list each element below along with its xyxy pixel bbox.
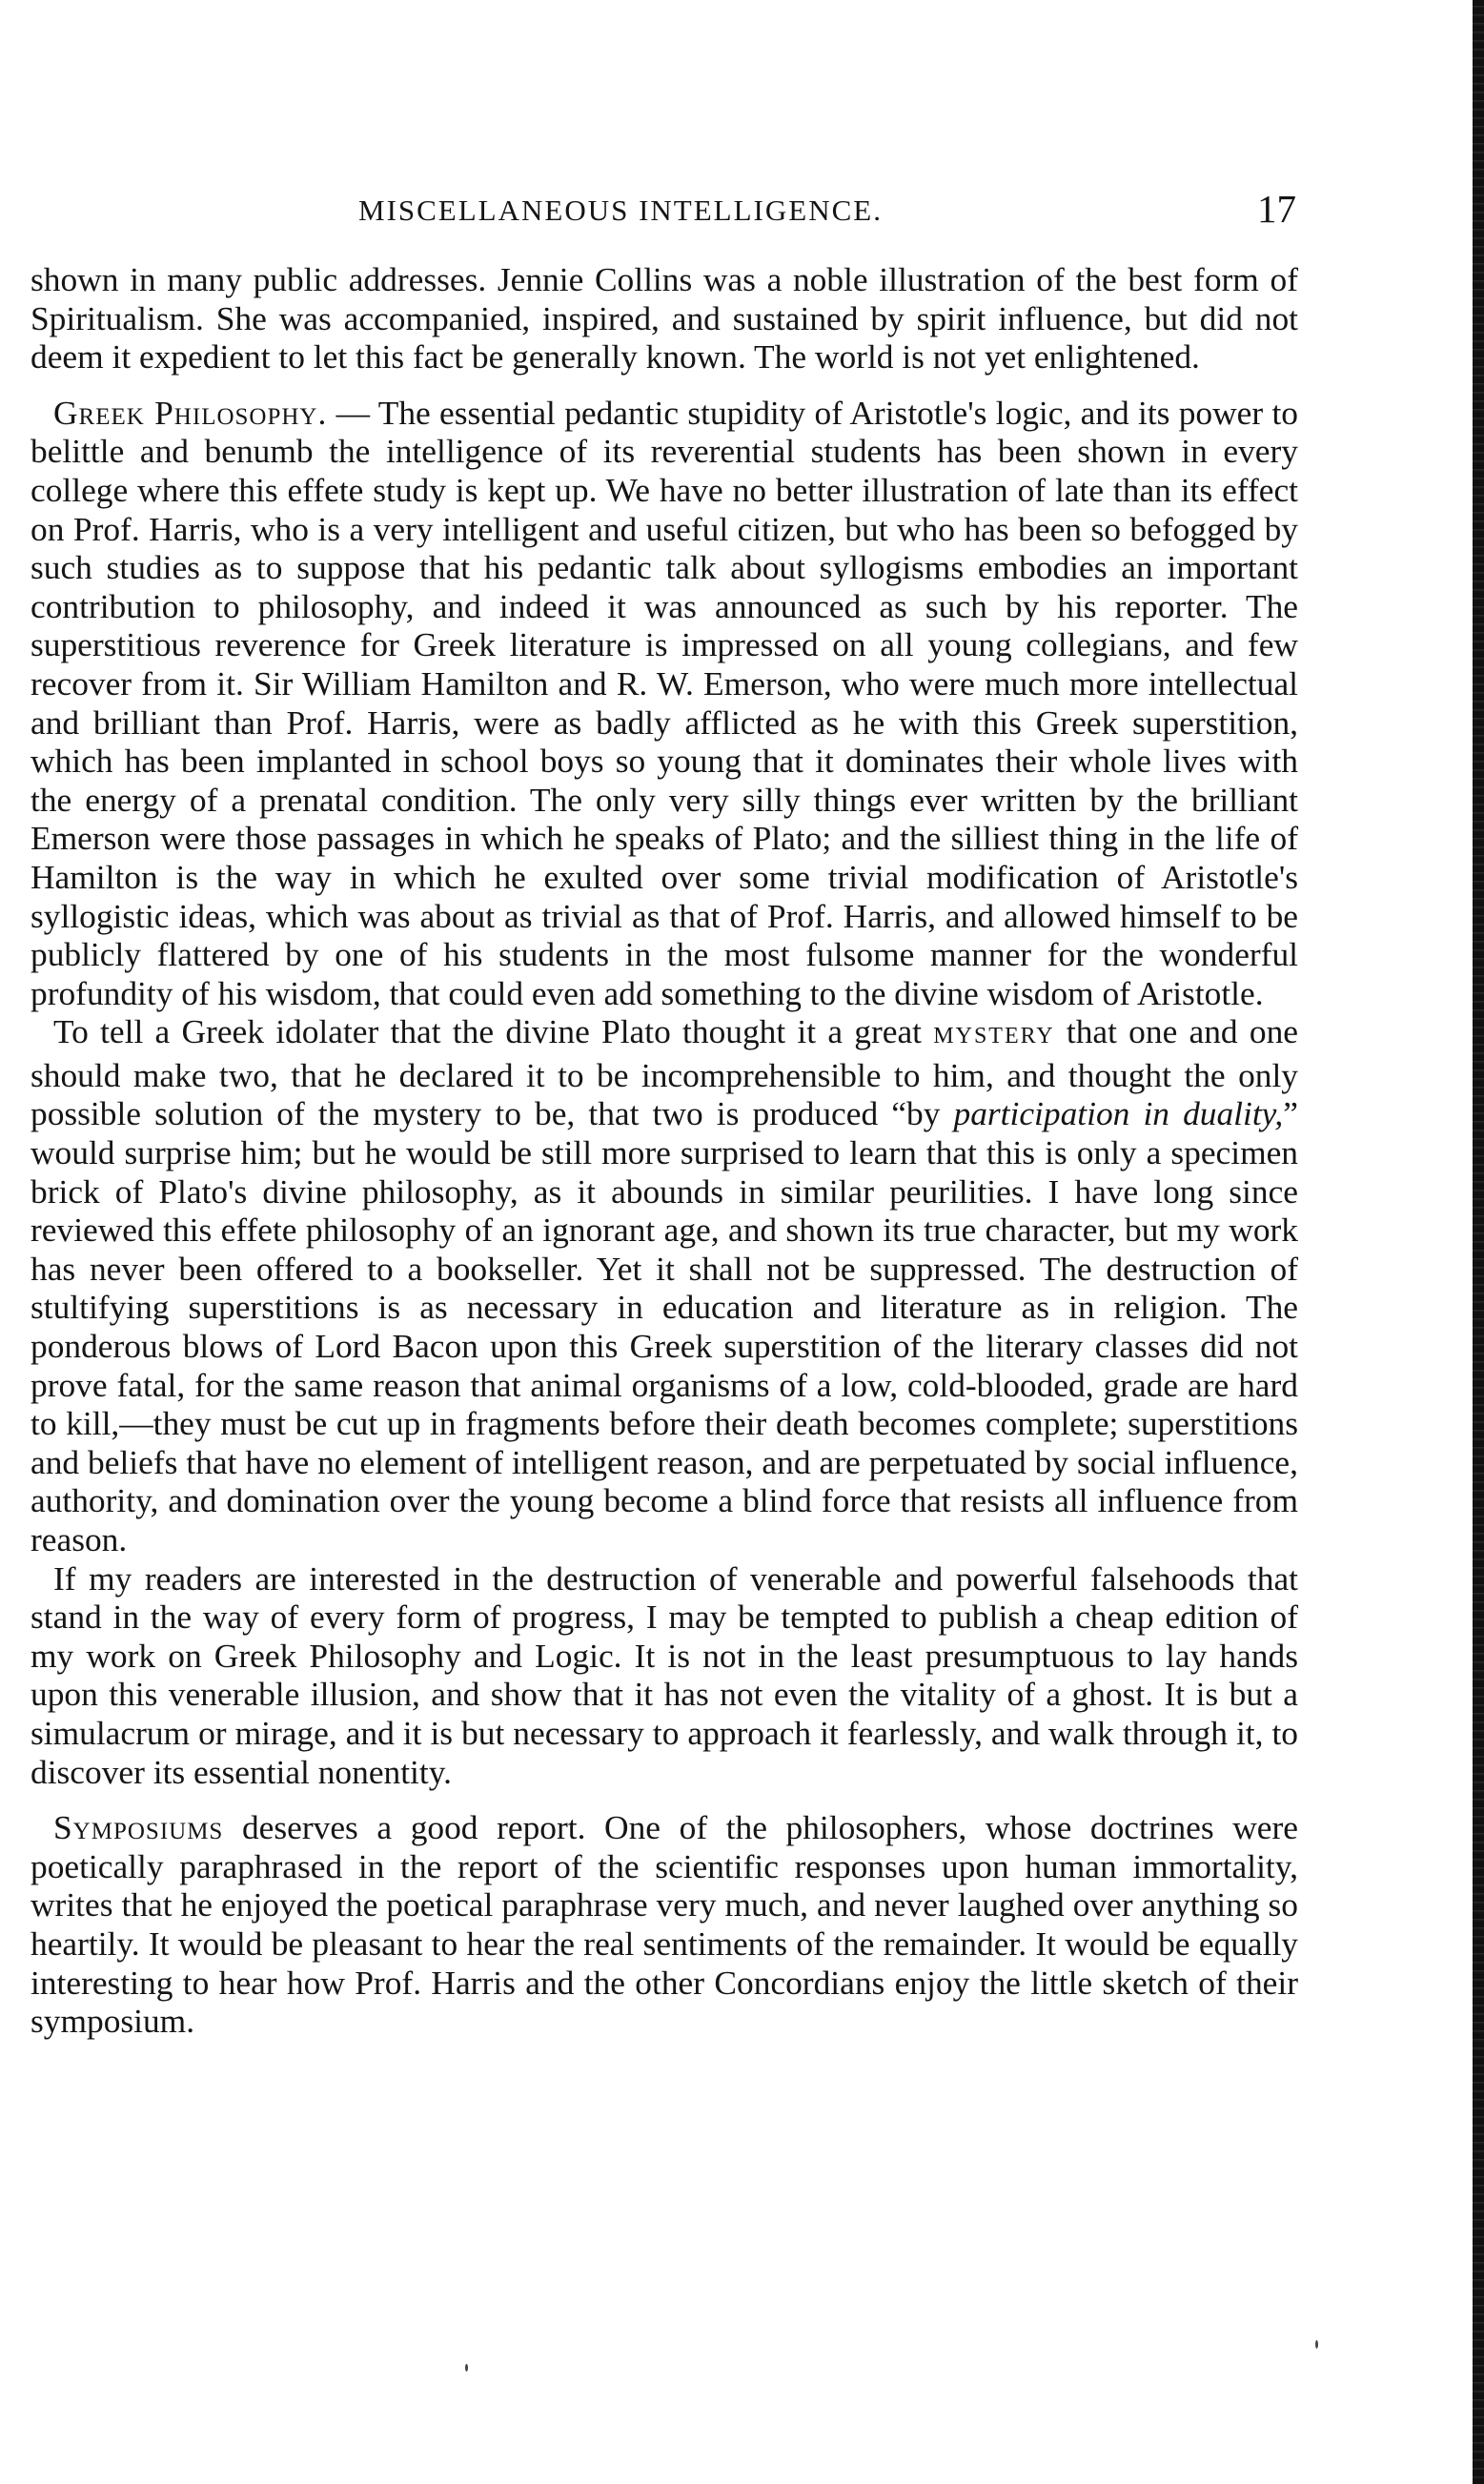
paragraph-text: To tell a Greek idolater that the divine Plato thought it a great bbox=[53, 1012, 934, 1051]
page-number: 17 bbox=[1257, 187, 1296, 231]
section-heading-symposiums: Symposiums bbox=[53, 1808, 224, 1847]
section-heading-greek-philosophy: Greek Philosophy. bbox=[53, 393, 328, 432]
paragraph-jennie-collins: shown in many public addresses. Jennie Collins was a noble illustration of the best form of Spiritualism. She was accompanied, inspired, and sustained by spirit influence, but did not deem it expedient to let this fact be generally known. The world is not yet enlightened. bbox=[30, 260, 1298, 377]
paragraph-symposiums bbox=[30, 1808, 1298, 2041]
paragraph-greek-idolater bbox=[30, 1012, 1298, 1558]
running-head: MISCELLANEOUS INTELLIGENCE. bbox=[358, 193, 883, 227]
page-header bbox=[30, 186, 1298, 235]
paragraph-text: that one and one should make two, that he declared it to be incomprehensible to him, and thought the only possible solution of the mystery to be, that two is produced “by bbox=[30, 1012, 1298, 1133]
page-edge-shadow bbox=[1473, 0, 1484, 2484]
paragraph-readers: If my readers are interested in the destruction of venerable and powerful falsehoods that stand in the way of every form of progress, I may be tempted to publish a cheap edition of my work on Greek Philosophy and Logic. It is not in the least presumptuous to lay hands upon this venerable illusion, and show that it has not even the vitality of a ghost. It is but a simulacrum or mirage, and it is but necessary to approach it fearlessly, and walk through it, to discover its essential nonentity. bbox=[30, 1558, 1298, 1791]
heading-dash: — bbox=[327, 393, 378, 432]
print-speck bbox=[1315, 2340, 1318, 2349]
emphasis-mystery: MYSTERY bbox=[933, 1024, 1055, 1049]
paragraph-text: ” would surprise him; but he would be still more surprised to learn that this is only a specimen brick of Plato's divine philosophy, as it abounds in similar peurilities. I have long since reviewed this effete philosophy of an ignorant age, and shown its true character, but my work has never been offered to a bookseller. Yet it shall not be suppressed. The destruction of stultifying superstitions is as necessary in education and literature as in religion. The ponderous blows of Lord Bacon upon this Greek superstition of the literary classes did not prove fatal, for the same reason that animal organisms of a low, cold-blooded, grade are hard to kill,—they must be cut up in fragments before their death becomes complete; superstitions and beliefs that have no element of intelligent reason, and are perpetuated by social influence, authority, and domination over the young become a blind force that resists all influence from reason. bbox=[30, 1094, 1298, 1558]
italic-quote: participation in duality, bbox=[953, 1094, 1284, 1133]
paragraph-greek-philosophy bbox=[30, 394, 1298, 1013]
print-speck bbox=[465, 2364, 468, 2372]
book-page bbox=[30, 186, 1298, 2041]
paragraph-body: The essential pedantic stupidity of Aristotle's logic, and its power to belittle and benumb the intelligence of its reverential students has been shown in every college where this effete study is kept up. We have no better illustration of late than its effect on Prof. Harris, who is a very intelligent and useful citizen, but who has been so befogged by such studies as to suppose that his pedantic talk about syllogisms embodies an important contribution to philosophy, and indeed it was announced as such by his reporter. The superstitious reverence for Greek literature is impressed on all young collegians, and few recover from it. Sir William Hamilton and R. W. Emerson, who were much more intellectual and brilliant than Prof. Harris, were as badly afflicted as he with this Greek superstition, which has been implanted in school boys so young that it dominates their whole lives with the energy of a prenatal condition. The only very silly things ever written by the brilliant Emerson were those passages in which he speaks of Plato; and the silliest thing in the life of Hamilton is the way in which he exulted over some trivial modification of Aristotle's syllogistic ideas, which was about as trivial as that of Prof. Harris, and allowed himself to be publicly flattered by one of his students in the most fulsome manner for the wonderful profundity of his wisdom, that could even add something to the divine wisdom of Aristotle. bbox=[30, 393, 1298, 1012]
paragraph-body: deserves a good report. One of the philosophers, whose doctrines were poetically paraphrased in the report of the scientific responses upon human immortality, writes that he enjoyed the poetical paraphrase very much, and never laughed over anything so heartily. It would be pleasant to hear the real sentiments of the remainder. It would be equally interesting to hear how Prof. Harris and the other Concordians enjoy the little sketch of their symposium. bbox=[30, 1808, 1298, 2041]
